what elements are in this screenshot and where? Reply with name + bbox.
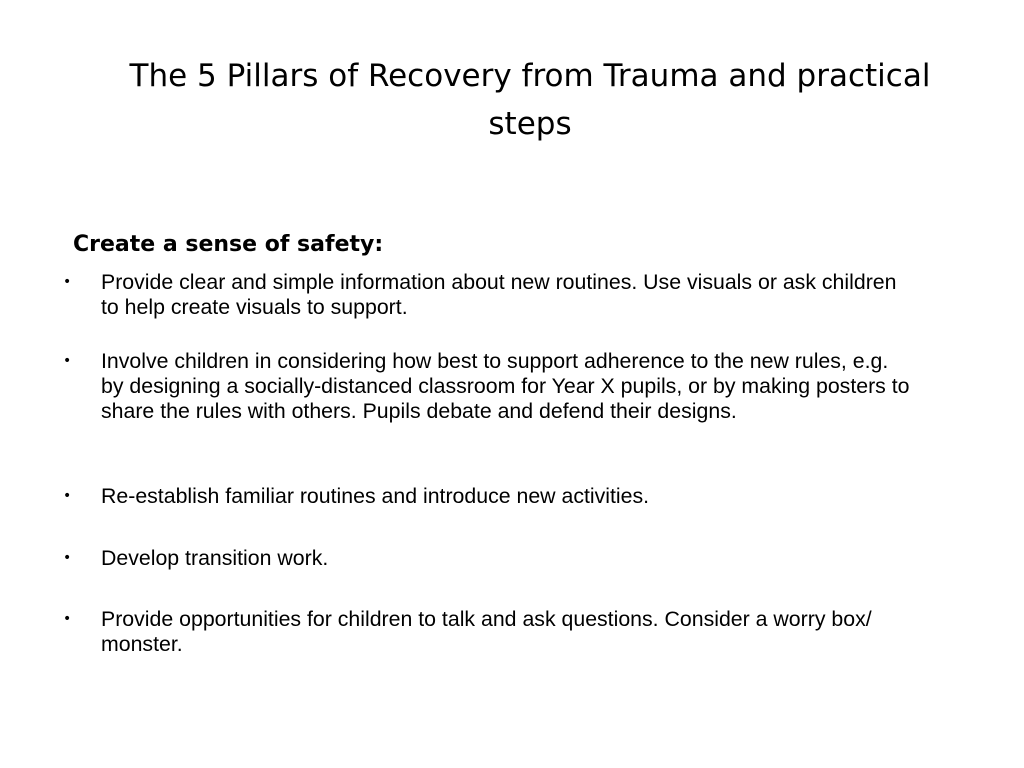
section-heading: Create a sense of safety: [73,232,384,257]
bullet-text: Re-establish familiar routines and introduce new activities. [101,484,650,508]
bullet-icon: • [63,488,72,504]
bullet-text: Provide opportunities for children to talk and ask questions. Consider a worry box/ monster. [101,607,872,656]
bullet-text: Develop transition work. [101,546,329,570]
bullet-icon: • [63,550,72,566]
bullet-icon: • [63,274,72,290]
bullet-text: Involve children in considering how best to support adherence to the new rules, e.g. by designing a socially-distanced classroom for Year X pupils, or by making posters to share the rules with others. Pupils debate and defend their designs. [101,349,910,423]
bullet-icon: • [63,611,72,627]
slide-title: The 5 Pillars of Recovery from Trauma and practical steps [129,58,931,142]
bullet-text: Provide clear and simple information about new routines. Use visuals or ask children to help create visuals to support. [101,270,897,319]
bullet-icon: • [63,353,72,369]
